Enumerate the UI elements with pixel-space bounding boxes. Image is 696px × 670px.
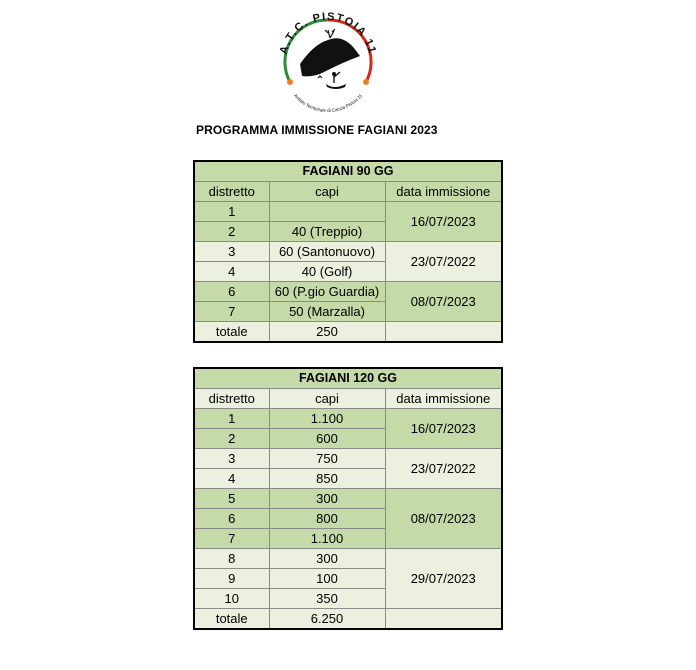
distretto-cell: 8 <box>194 549 269 569</box>
total-value: 6.250 <box>269 609 385 630</box>
total-row <box>194 322 502 343</box>
distretto-cell: 1 <box>194 202 269 222</box>
capi-cell <box>269 202 385 222</box>
total-empty-cell <box>385 609 502 630</box>
table-fagiani-90 <box>193 160 503 343</box>
total-value: 250 <box>269 322 385 343</box>
capi-cell: 300 <box>269 549 385 569</box>
distretto-cell: 3 <box>194 449 269 469</box>
capi-cell: 1.100 <box>269 409 385 429</box>
date-cell: 08/07/2023 <box>385 282 502 322</box>
deer-icon <box>325 29 335 38</box>
table-row <box>194 449 502 469</box>
table-row <box>194 409 502 429</box>
total-row <box>194 609 502 630</box>
capi-cell: 60 (Santonuovo) <box>269 242 385 262</box>
capi-cell: 750 <box>269 449 385 469</box>
total-label: totale <box>194 609 269 630</box>
distretto-cell: 2 <box>194 429 269 449</box>
column-header-distretto: distretto <box>194 182 269 202</box>
distretto-cell: 1 <box>194 409 269 429</box>
capi-cell: 40 (Treppio) <box>269 222 385 242</box>
table-row <box>194 549 502 569</box>
distretto-cell: 3 <box>194 242 269 262</box>
distretto-cell: 5 <box>194 489 269 509</box>
capi-cell: 60 (P.gio Guardia) <box>269 282 385 302</box>
capi-cell: 800 <box>269 509 385 529</box>
table-header: FAGIANI 90 GG <box>194 161 502 182</box>
capi-cell: 600 <box>269 429 385 449</box>
logo-dot-right <box>363 79 369 85</box>
atc-pistoia-logo <box>270 4 386 114</box>
date-cell: 16/07/2023 <box>385 202 502 242</box>
capi-cell: 100 <box>269 569 385 589</box>
column-header-data: data immissione <box>385 389 502 409</box>
distretto-cell: 10 <box>194 589 269 609</box>
capi-cell: 350 <box>269 589 385 609</box>
table-row <box>194 242 502 262</box>
distretto-cell: 7 <box>194 529 269 549</box>
boat-icon <box>326 84 346 89</box>
column-header-capi: capi <box>269 182 385 202</box>
column-header-capi: capi <box>269 389 385 409</box>
table-row <box>194 202 502 222</box>
date-cell: 08/07/2023 <box>385 489 502 549</box>
total-empty-cell <box>385 322 502 343</box>
distretto-cell: 7 <box>194 302 269 322</box>
capi-cell: 40 (Golf) <box>269 262 385 282</box>
capi-cell: 1.100 <box>269 529 385 549</box>
logo-ring-text: A.T.C. PISTOIA 11 <box>277 10 379 56</box>
column-header-data: data immissione <box>385 182 502 202</box>
table-fagiani-120 <box>193 367 503 630</box>
column-header-distretto: distretto <box>194 389 269 409</box>
date-cell: 23/07/2022 <box>385 242 502 282</box>
distretto-cell: 2 <box>194 222 269 242</box>
distretto-cell: 9 <box>194 569 269 589</box>
logo-sub-text: Ambito Territoriale di Caccia Pistoia 11 <box>292 92 364 114</box>
table-row <box>194 282 502 302</box>
table-header: FAGIANI 120 GG <box>194 368 502 389</box>
capi-cell: 300 <box>269 489 385 509</box>
distretto-cell: 4 <box>194 262 269 282</box>
distretto-cell: 4 <box>194 469 269 489</box>
capi-cell: 850 <box>269 469 385 489</box>
logo-dot-left <box>287 79 293 85</box>
page-title: PROGRAMMA IMMISSIONE FAGIANI 2023 <box>196 123 438 137</box>
logo-mountain-icon <box>300 38 360 76</box>
date-cell: 29/07/2023 <box>385 549 502 609</box>
date-cell: 16/07/2023 <box>385 409 502 449</box>
table-row <box>194 489 502 509</box>
capi-cell: 50 (Marzalla) <box>269 302 385 322</box>
date-cell: 23/07/2022 <box>385 449 502 489</box>
distretto-cell: 6 <box>194 282 269 302</box>
total-label: totale <box>194 322 269 343</box>
distretto-cell: 6 <box>194 509 269 529</box>
